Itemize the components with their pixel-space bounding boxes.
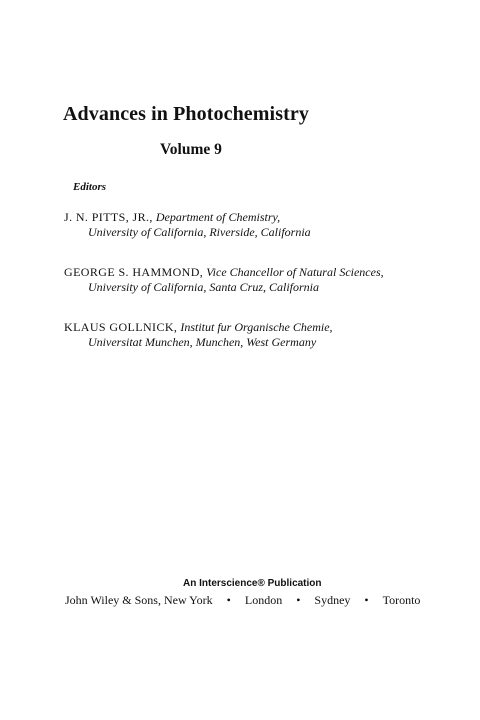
editor-name: KLAUS GOLLNICK,: [64, 320, 178, 334]
publication-note: An Interscience® Publication: [183, 578, 322, 589]
publisher-city: London: [244, 593, 283, 607]
separator-bullet: •: [226, 593, 231, 607]
editor-role: Department of Chemistry,: [155, 210, 281, 224]
editor-pitts: [64, 210, 311, 240]
editor-role: Institut fur Organische Chemie,: [180, 320, 333, 334]
editor-affiliation: Universitat Munchen, Munchen, West Germany: [88, 335, 317, 349]
separator-bullet: •: [364, 593, 369, 607]
publisher-line: [65, 593, 420, 608]
editor-hammond: [64, 265, 384, 295]
separator-bullet: •: [296, 593, 301, 607]
book-title: Advances in Photochemistry: [63, 103, 309, 125]
volume-number: Volume 9: [160, 141, 222, 158]
editor-affiliation: University of California, Santa Cruz, California: [88, 280, 320, 294]
editors-label: Editors: [73, 181, 107, 193]
editor-affiliation: University of California, Riverside, California: [88, 225, 311, 239]
editor-role: Vice Chancellor of Natural Sciences,: [206, 265, 384, 279]
publisher-name: John Wiley & Sons, New York: [65, 593, 213, 607]
publisher-city: Sydney: [314, 593, 351, 607]
editor-name: J. N. PITTS, JR.,: [64, 210, 153, 224]
editor-gollnick: [64, 320, 333, 350]
editor-name: GEORGE S. HAMMOND,: [64, 265, 204, 279]
publisher-city: Toronto: [382, 593, 421, 607]
